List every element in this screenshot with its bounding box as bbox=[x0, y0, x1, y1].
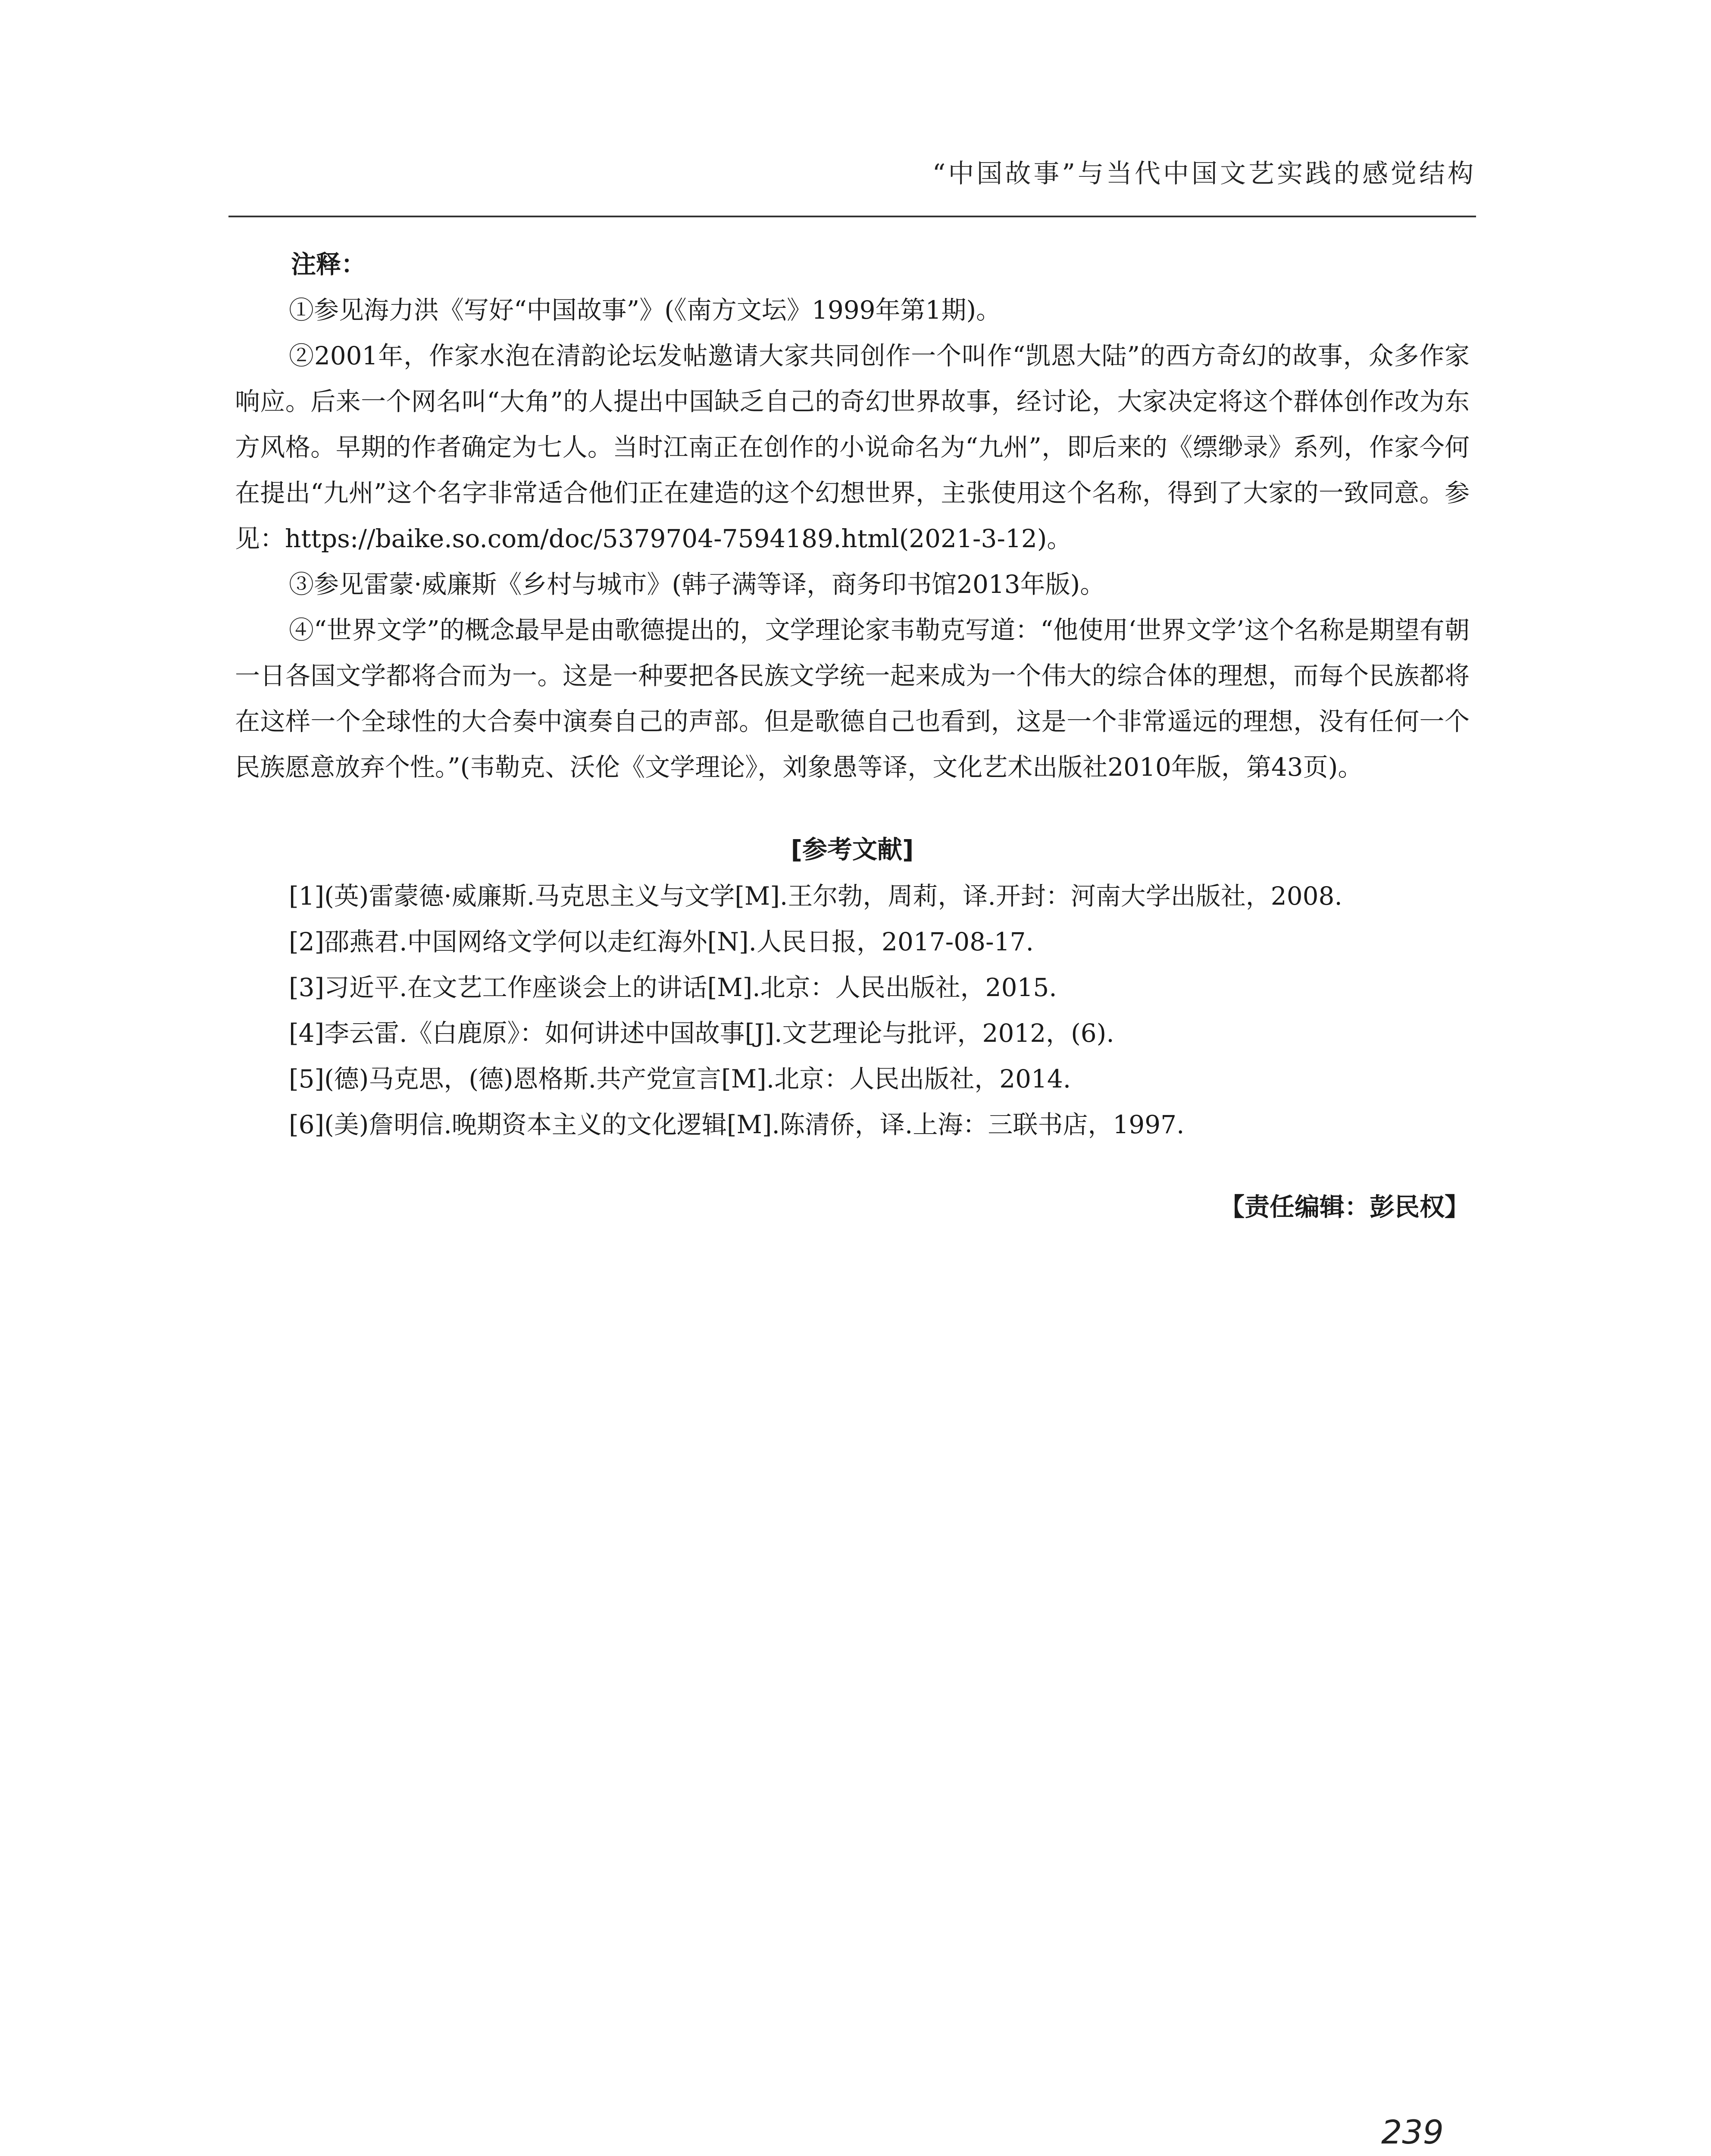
running-header: “中国故事”与当代中国文艺实践的感觉结构 bbox=[932, 159, 1476, 189]
reference-3: [3]习近平.在文艺工作座谈会上的讲话[M].北京：人民出版社，2015. bbox=[289, 973, 1057, 1002]
notes-title: 注释： bbox=[291, 250, 366, 279]
reference-5: [5](德)马克思，(德)恩格斯.共产党宣言[M].北京：人民出版社，2014. bbox=[289, 1064, 1071, 1094]
reference-2: [2]邵燕君.中国网络文学何以走红海外[N].人民日报，2017-08-17. bbox=[289, 927, 1034, 956]
page-number: 239 bbox=[1381, 2113, 1444, 2151]
reference-6: [6](美)詹明信.晚期资本主义的文化逻辑[M].陈清侨，译.上海：三联书店，1997. bbox=[289, 1110, 1185, 1139]
note-3: ③参见雷蒙·威廉斯《乡村与城市》(韩子满等译，商务印书馆2013年版)。 bbox=[289, 570, 1105, 599]
page-content bbox=[235, 241, 1470, 1230]
note-2: ②2001年，作家水泡在清韵论坛发帖邀请大家共同创作一个叫作“凯恩大陆”的西方奇幻的故事，众多作家响应。后来一个网名叫“大角”的人提出中国缺乏自己的奇幻世界故事，经讨论，大家决定将这个群体创作改为东方风格。早期的作者确定为七人。当时江南正在创作的小说命名为“九州”，即后来的《缥缈录》系列，作家今何在提出“九州”这个名字非常适合他们正在建造的这个幻想世界，主张使用这个名称，得到了大家的一致同意。参见：https://baike.so.com/doc/5379704-7594189.html(2021-3-12)。 bbox=[235, 341, 1470, 553]
note-1: ①参见海力洪《写好“中国故事”》(《南方文坛》1999年第1期)。 bbox=[289, 295, 1001, 325]
responsible-editor: 【责任编辑：彭民权】 bbox=[1219, 1192, 1470, 1222]
note-4: ④“世界文学”的概念最早是由歌德提出的，文学理论家韦勒克写道：“他使用‘世界文学’这个名称是期望有朝一日各国文学都将合而为一。这是一种要把各民族文学统一起来成为一个伟大的综合体的理想，而每个民族都将在这样一个全球性的大合奏中演奏自己的声部。但是歌德自己也看到，这是一个非常遥远的理想，没有任何一个民族愿意放弃个性。”(韦勒克、沃伦《文学理论》，刘象愚等译，文化艺术出版社2010年版，第43页)。 bbox=[235, 615, 1470, 782]
header-rule bbox=[228, 216, 1476, 217]
reference-4: [4]李云雷.《白鹿原》：如何讲述中国故事[J].文艺理论与批评，2012，(6). bbox=[289, 1018, 1114, 1048]
references-title: [参考文献] bbox=[791, 835, 914, 864]
reference-1: [1](英)雷蒙德·威廉斯.马克思主义与文学[M].王尔勃，周莉，译.开封：河南大学出版社，2008. bbox=[289, 881, 1342, 911]
